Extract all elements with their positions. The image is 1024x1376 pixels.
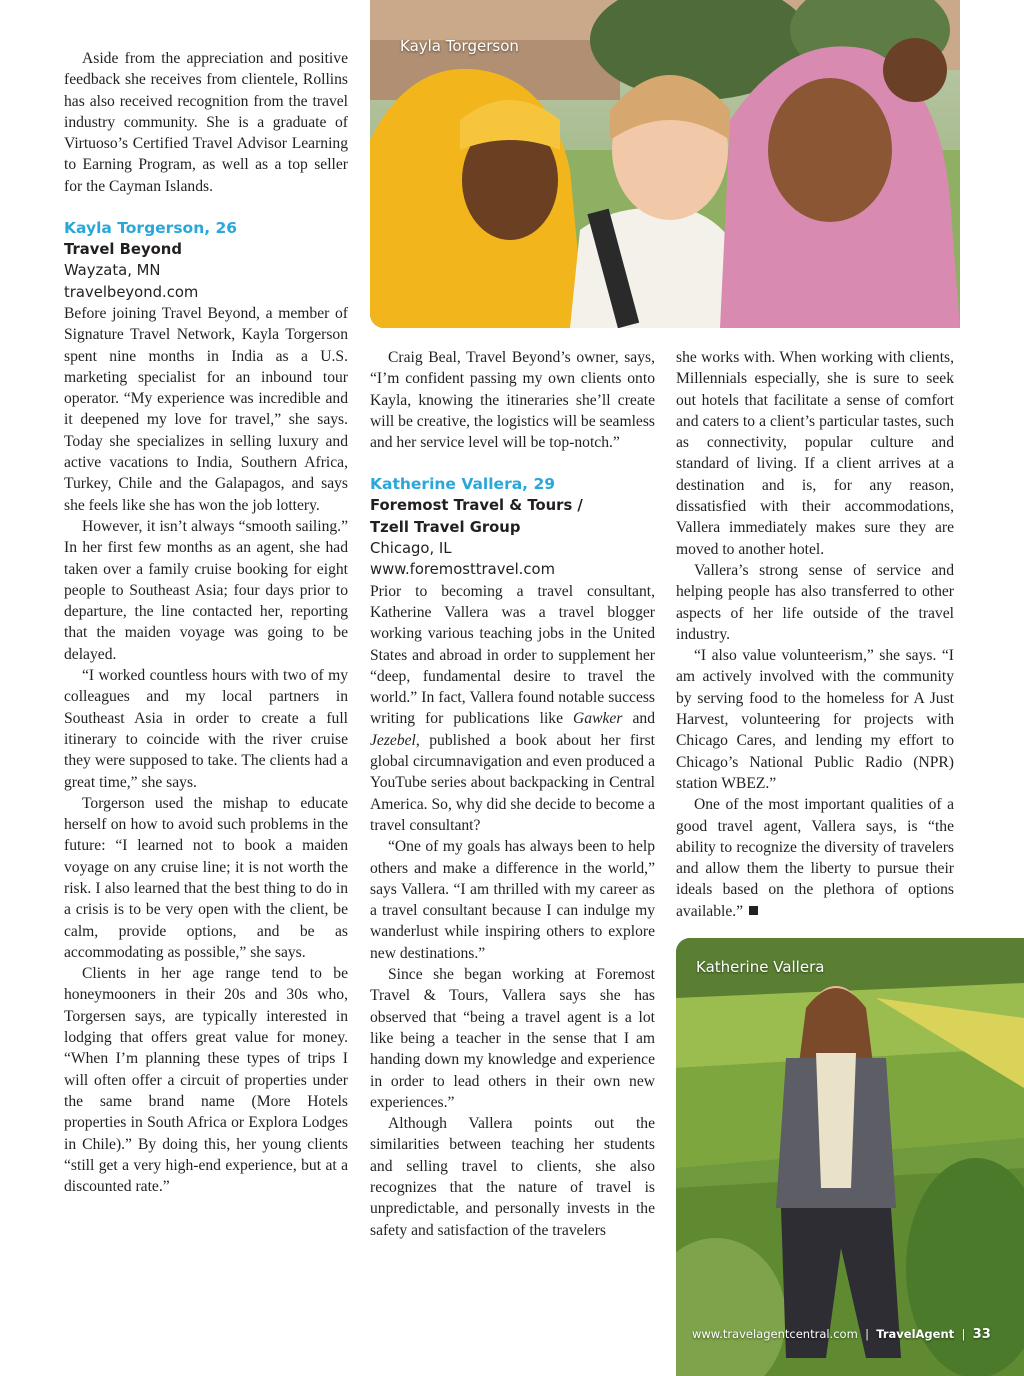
katherine-paragraph-7: “I also value volunteerism,” she says. “I am actively involved with the community by serving food to the homeless for A Just Harvest, volunteering for projects with Chicago Cares, and lending my effort to Chicago’s National Public Radio (NPR) station WBEZ.” <box>676 647 954 792</box>
footer-brand: TravelAgent <box>876 1327 955 1341</box>
katherine-paragraph-6: Vallera’s strong sense of service and helping people has also transferred to other aspects of her life outside of the travel industry. <box>676 561 954 643</box>
column-3 <box>676 347 954 922</box>
publication-gawker: Gawker <box>573 710 623 728</box>
photo-katherine-image <box>676 938 1024 1376</box>
katherine-paragraph-5: she works with. When working with clients, Millennials especially, she is sure to seek out hotels that facilitate a sense of comfort and caters to a client’s particular tastes, such as connectivity, popular culture and standard of living. If a client arrives at a destination and is, for any reason, dissatisfied with their accommodations, Vallera immediately makes sure they are moved to another hotel. <box>676 349 954 558</box>
katherine-paragraph-1: Prior to becoming a travel consultant, Katherine Vallera was a travel blogger working various teaching jobs in the United States and abroad in order to supplement her “deep, fundamental desire to travel the world.” In fact, Vallera found notable success writing for publications like Gawker and Jezebel, published a book about her first global circumnavigation and even produced a YouTube series about backpacking in Central America. So, why did she decide to become a travel consultant? <box>370 582 655 834</box>
photo-katherine-vallera <box>676 938 1024 1376</box>
profile-name-katherine: Katherine Vallera, 29 <box>370 475 556 494</box>
intro-paragraph: Aside from the appreciation and positive feedback she receives from clientele, Rollins has also received recognition from the travel industry community. She is a graduate of Virtuoso’s Certified Travel Advisor Learning to Earning Program, as well as a top seller for the Cayman Islands. <box>64 50 348 195</box>
katherine-paragraph-4: Although Vallera points out the similarities between teaching her students and selling travel to clients, she also recognizes that the nature of travel is unpredictable, and personally invests in the safety and satisfaction of the travelers <box>370 1115 655 1239</box>
kayla-paragraph-5: Clients in her age range tend to be honeymooners in their 20s and 30s who, Torgersen says, are typically interested in lodging that offers great value for money. “When I’m planning these types of trips I will often offer a circuit of properties under the same brand name (More Hotels properties in South Africa or Explora Lodges in Chile).” By doing this, her young clients “still get a very high-end experience, but at a discounted rate.” <box>64 965 348 1196</box>
profile-company-kayla: Travel Beyond <box>64 241 182 259</box>
katherine-paragraph-8: One of the most important qualities of a good travel agent, Vallera says, is “the ability to recognize the diversity of travelers and allow them the liberty to pursue their ideals based on the plethora of options available.” <box>676 796 954 920</box>
photo-caption-top: Kayla Torgerson <box>400 37 519 55</box>
profile-website-katherine: www.foremosttravel.com <box>370 561 555 579</box>
column-2 <box>370 347 655 1241</box>
kayla-quote-paragraph: Craig Beal, Travel Beyond’s owner, says, “I’m confident passing my own clients onto Kayla, knowing the itineraries she’ll create will be creative, the logistics will be seamless and her service level will be top-notch.” <box>370 349 655 452</box>
katherine-paragraph-3: Since she began working at Foremost Travel & Tours, Vallera says she has observed that “being a travel agent is a lot like being a teacher in the sense that I am handing down my knowledge and experience in order to lead others in their own new experiences.” <box>370 966 655 1111</box>
profile-website-kayla: travelbeyond.com <box>64 283 199 301</box>
footer-url[interactable]: www.travelagentcentral.com <box>692 1327 858 1341</box>
profile-name-kayla: Kayla Torgerson, 26 <box>64 219 238 238</box>
photo-caption-bottom: Katherine Vallera <box>696 958 825 976</box>
profile-company-katherine-1: Foremost Travel & Tours / <box>370 497 583 515</box>
footer-separator-2: | <box>961 1327 966 1341</box>
publication-jezebel: Jezebel <box>370 731 416 749</box>
profile-location-kayla: Wayzata, MN <box>64 262 161 280</box>
profile-location-katherine: Chicago, IL <box>370 540 452 558</box>
kayla-paragraph-1: Before joining Travel Beyond, a member of Signature Travel Network, Kayla Torgerson spent nine months in India as a U.S. marketing specialist for an inbound tour operator. “My experience was incredible and it deepened my love for travel,” she says. Today she specializes in selling luxury and active vacations to India, Southern Africa, Turkey, Chile and the Galapagos, and says she feels like she has won the job lottery. <box>64 304 348 514</box>
page-number: 33 <box>972 1327 991 1342</box>
column-1 <box>64 48 348 1197</box>
end-of-article-mark <box>749 906 758 915</box>
kayla-paragraph-3: “I worked countless hours with two of my colleagues and my local partners in Southeast Asia in order to create a full itinerary to coincide with the river cruise they were supposed to take. The clients had a great time,” she says. <box>64 667 348 791</box>
photo-kayla-torgerson <box>370 0 960 328</box>
footer-separator: | <box>865 1327 869 1341</box>
profile-company-katherine-2: Tzell Travel Group <box>370 518 521 536</box>
kayla-paragraph-2: However, it isn’t always “smooth sailing.” In her first few months as an agent, she had taken over a family cruise booking for eight people to Southeast Asia; four days prior to departure, the line contacted her, reporting that the maiden voyage was going to be delayed. <box>64 517 348 663</box>
kayla-paragraph-4: Torgerson used the mishap to educate herself on how to avoid such problems in the future: “I learned not to book a maiden voyage on any cruise line; it is not worth the risk. I also learned that the best thing to do in a crisis is to be very open with the client, be calm, provide options, and be as accommodating as possible,” she says. <box>64 794 348 961</box>
page-footer <box>692 1327 991 1342</box>
katherine-paragraph-2: “One of my goals has always been to help others and make a difference in the world,” says Vallera. “I am thrilled with my career as a travel consultant because I can indulge my wanderlust while inspiring others to explore new destinations.” <box>370 838 655 962</box>
